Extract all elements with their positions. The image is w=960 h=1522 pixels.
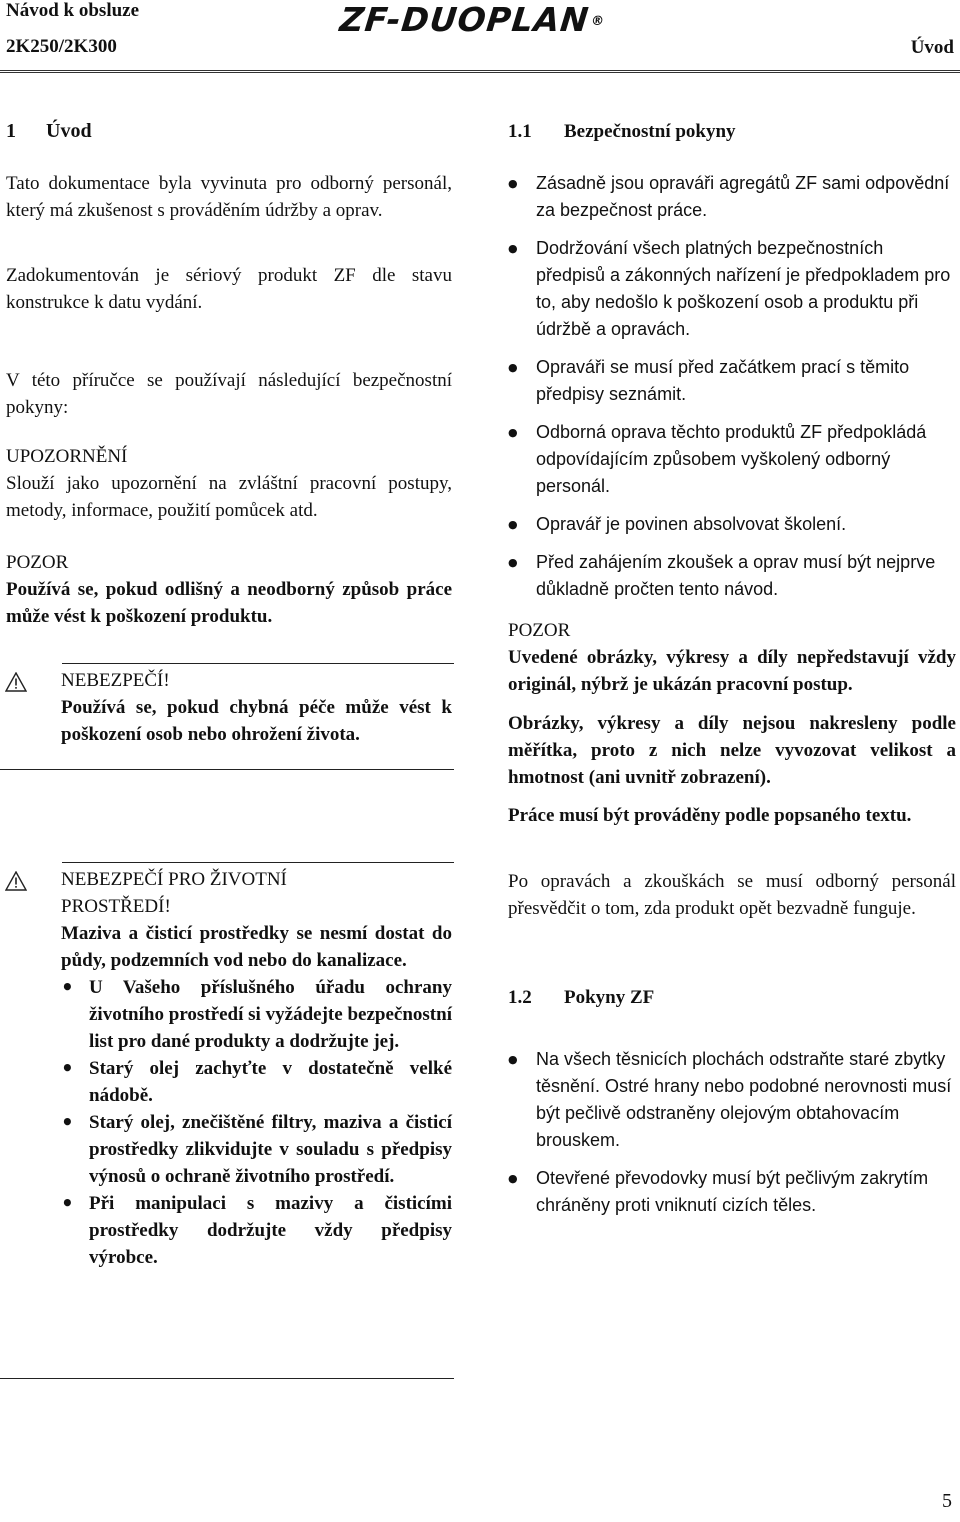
intro-paragraph: Tato dokumentace byla vyvinuta pro odborný personál, který má zkušenost s prováděním údržby a oprav. bbox=[6, 173, 452, 221]
list-item: ● Zásadně jsou opraváři agregátů ZF sami odpovědní za bezpečnost práce. bbox=[508, 170, 956, 224]
brand-name: ZF-DUOPLAN bbox=[337, 0, 592, 39]
doc-type-label: Návod k obsluze bbox=[6, 0, 140, 21]
list-item: • U Vašeho příslušného úřadu ochrany životního prostředí si vyžádejte bezpečnostní list pro dané produkty a dodržujte jej. bbox=[61, 974, 452, 1055]
list-item: • Starý olej, znečištěné filtry, maziva a čisticí prostředky zlikvidujte v souladu s předpisy výnosů o ochraně životního prostředí. bbox=[61, 1109, 452, 1190]
section-title: Pokyny ZF bbox=[564, 987, 655, 1008]
caution-paragraph-2: Obrázky, výkresy a díly nejsou nakresleny podle měřítka, proto z nich nelze vyvozovat velikost a hmotnost (ani uvnitř zobrazení). bbox=[508, 713, 956, 788]
env-danger-text: Maziva a čisticí prostředky se nesmí dostat do půdy, podzemních vod nebo do kanalizace. bbox=[61, 923, 452, 971]
danger-bottom-rule bbox=[0, 769, 454, 770]
right-caution-block bbox=[508, 617, 956, 698]
danger-block bbox=[61, 667, 452, 748]
section-heading-1 bbox=[6, 118, 92, 145]
caution-paragraph-3: Práce musí být prováděny podle popsaného textu. bbox=[508, 805, 912, 826]
registered-mark: ® bbox=[590, 14, 605, 29]
header-section-label: Úvod bbox=[910, 37, 954, 58]
list-item: ● Opraváři se musí před začátkem prací s těmito předpisy seznámit. bbox=[508, 354, 956, 408]
notice-title: UPOZORNĚNÍ bbox=[6, 446, 128, 467]
env-bottom-rule bbox=[0, 1378, 454, 1379]
section-title: Úvod bbox=[46, 120, 92, 142]
list-item: ● Na všech těsnicích plochách odstraňte staré zbytky těsnění. Ostré hrany nebo podobné nerovnosti musí být pečlivě odstraněny olejovým obtahovacím brouskem. bbox=[508, 1046, 956, 1154]
env-bullet-list bbox=[61, 974, 452, 1271]
warning-triangle-icon bbox=[5, 871, 27, 891]
section-number: 1.2 bbox=[508, 987, 532, 1008]
notice-intro-paragraph: V této příručce se používají následující bezpečnostní pokyny: bbox=[6, 370, 452, 418]
env-top-rule bbox=[62, 862, 454, 863]
env-danger-block bbox=[61, 866, 452, 1271]
danger-title: NEBEZPEČÍ! bbox=[61, 670, 170, 691]
section-heading-1-1 bbox=[508, 118, 736, 145]
caution-paragraph-1: Uvedené obrázky, výkresy a díly nepředstavují vždy originál, nýbrž je ukázán pracovní postup. bbox=[508, 647, 956, 695]
danger-text: Používá se, pokud chybná péče může vést k poškození osob nebo ohrožení života. bbox=[61, 697, 452, 745]
zf-bullet-list bbox=[508, 1046, 956, 1219]
page-number: 5 bbox=[942, 1490, 952, 1512]
list-item: • Starý olej zachyťte v dostatečně velké nádobě. bbox=[61, 1055, 452, 1109]
env-danger-title: NEBEZPEČÍ PRO ŽIVOTNÍ PROSTŘEDÍ! bbox=[61, 869, 287, 917]
model-label: 2K250/2K300 bbox=[6, 36, 117, 57]
list-item: ● Otevřené převodovky musí být pečlivým zakrytím chráněny proti vniknutí cizích těles. bbox=[508, 1165, 956, 1219]
list-item: ● Opravář je povinen absolvovat školení. bbox=[508, 511, 956, 538]
caution-block bbox=[6, 549, 452, 630]
header-left bbox=[6, 0, 139, 72]
section-title: Bezpečnostní pokyny bbox=[564, 121, 736, 142]
safety-bullet-list bbox=[508, 170, 956, 603]
header-divider bbox=[0, 70, 960, 73]
notice-text: Slouží jako upozornění na zvláštní pracovní postupy, metody, informace, použití pomůcek atd. bbox=[6, 473, 452, 521]
after-repair-paragraph: Po opravách a zkouškách se musí odborný personál přesvědčit o tom, zda produkt opět bezvadně funguje. bbox=[508, 871, 956, 919]
notice-block bbox=[6, 443, 452, 524]
scope-paragraph: Zadokumentován je sériový produkt ZF dle stavu konstrukce k datu vydání. bbox=[6, 265, 452, 313]
list-item: • Při manipulaci s mazivy a čisticími prostředky dodržujte vždy předpisy výrobce. bbox=[61, 1190, 452, 1271]
list-item: ● Před zahájením zkoušek a oprav musí být nejprve důkladně pročten tento návod. bbox=[508, 549, 956, 603]
brand-logo bbox=[337, 0, 606, 39]
section-heading-1-2 bbox=[508, 984, 654, 1011]
caution-text: Používá se, pokud odlišný a neodborný způsob práce může vést k poškození produktu. bbox=[6, 579, 452, 627]
list-item: ● Dodržování všech platných bezpečnostních předpisů a zákonných nařízení je předpokladem pro to, aby nedošlo k poškození osob a produktu při údržbě a opravách. bbox=[508, 235, 956, 343]
danger-top-rule bbox=[62, 663, 454, 664]
section-number: 1 bbox=[6, 120, 16, 142]
caution-title: POZOR bbox=[508, 620, 571, 641]
caution-title: POZOR bbox=[6, 552, 69, 573]
warning-triangle-icon bbox=[5, 672, 27, 692]
list-item: ● Odborná oprava těchto produktů ZF předpokládá odpovídajícím způsobem vyškolený odborný personál. bbox=[508, 419, 956, 500]
section-number: 1.1 bbox=[508, 121, 532, 142]
